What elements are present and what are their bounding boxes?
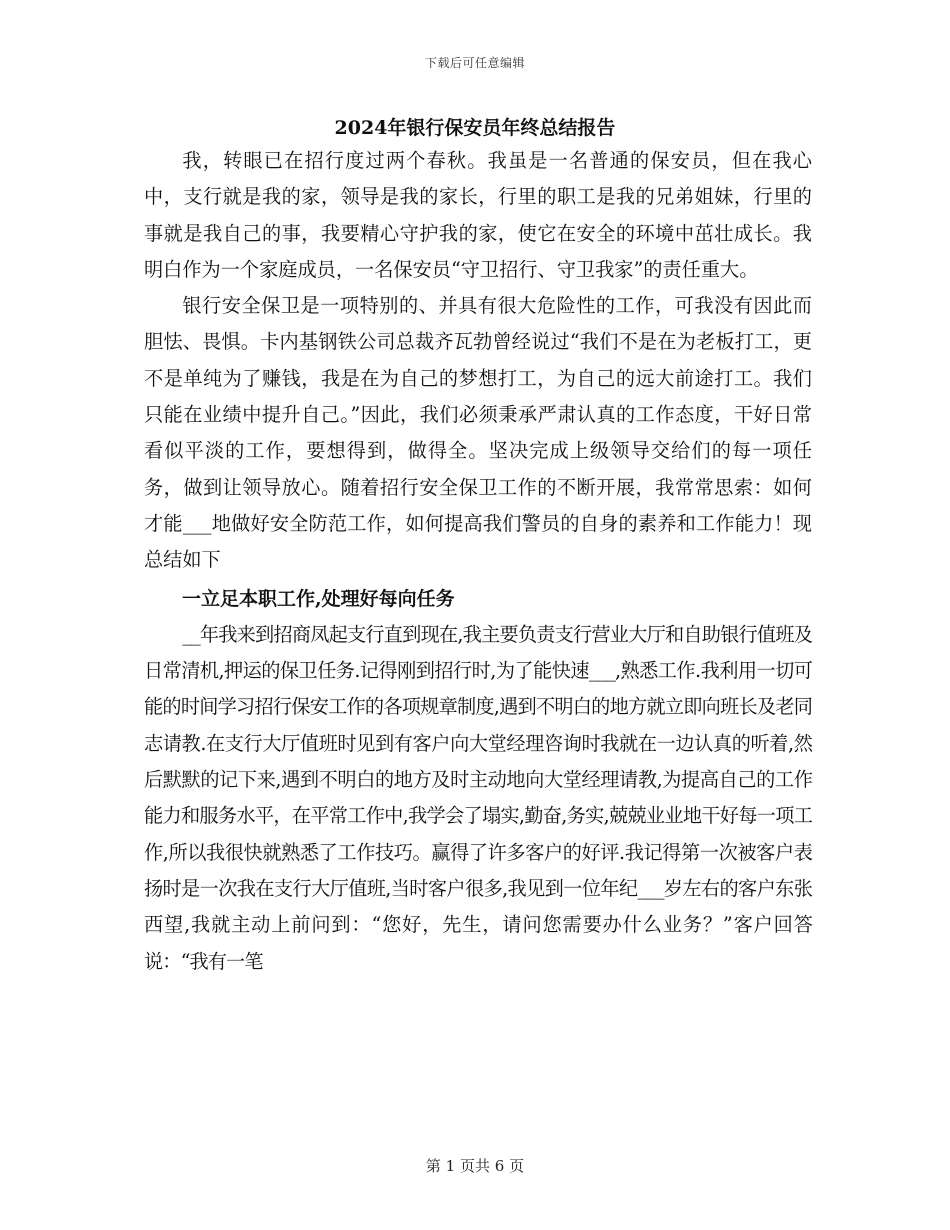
- page-number-footer: 第 1 页共 6 页: [425, 1157, 525, 1175]
- paragraph-section-body: __年我来到招商凤起支行直到现在,我主要负责支行营业大厅和自助银行值班及日常清机,押运的保卫任务.记得刚到招行时,为了能快速___,熟悉工作.我利用一切可能的时间学习招行保安工作的各项规章制度,遇到不明白的地方就立即向班长及老同志请教.在支行大厅值班时见到有客户向大堂经理咨询时我就在一边认真的听着,然后默默的记下来,遇到不明白的地方及时主动地向大堂经理请教,为提高自己的工作能力和服务水平，在平常工作中,我学会了塌实,勤奋,务实,兢兢业业地干好每一项工作,所以我很快就熟悉了工作技巧。赢得了许多客户的好评.我记得第一次被客户表扬时是一次我在支行大厅值班,当时客户很多,我见到一位年纪___岁左右的客户东张西望,我就主动上前问到：“您好，先生，请问您需要办什么业务？”客户回答说：“我有一笔: [144, 622, 812, 973]
- document-title: 2024年银行保安员年终总结报告: [334, 117, 616, 139]
- section-heading: 一立足本职工作,处理好每向任务: [182, 587, 455, 610]
- paragraph-intro: 我，转眼已在招行度过两个春秋。我虽是一名普通的保安员，但在我心中，支行就是我的家，领导是我的家长，行里的职工是我的兄弟姐妹，行里的事就是我自己的事，我要精心守护我的家，使它在安全的环境中茁壮成长。我明白作为一个家庭成员，一名保安员“守卫招行、守卫我家”的责任重大。: [144, 149, 812, 281]
- paragraph-security-work: 银行安全保卫是一项特别的、并具有很大危险性的工作，可我没有因此而胆怯、畏惧。卡内基钢铁公司总裁齐瓦勃曾经说过“我们不是在为老板打工，更不是单纯为了赚钱，我是在为自己的梦想打工，为自己的远大前途打工。我们只能在业绩中提升自己。”因此，我们必须秉承严肃认真的工作态度，干好日常看似平淡的工作，要想得到，做得全。坚决完成上级领导交给们的每一项任务，做到让领导放心。随着招行安全保卫工作的不断开展，我常常思索：如何才能___地做好安全防范工作，如何提高我们警员的自身的素养和工作能力！现总结如下: [144, 294, 812, 572]
- page-header-note: 下载后可任意编辑: [424, 56, 525, 70]
- document-body: [144, 143, 812, 980]
